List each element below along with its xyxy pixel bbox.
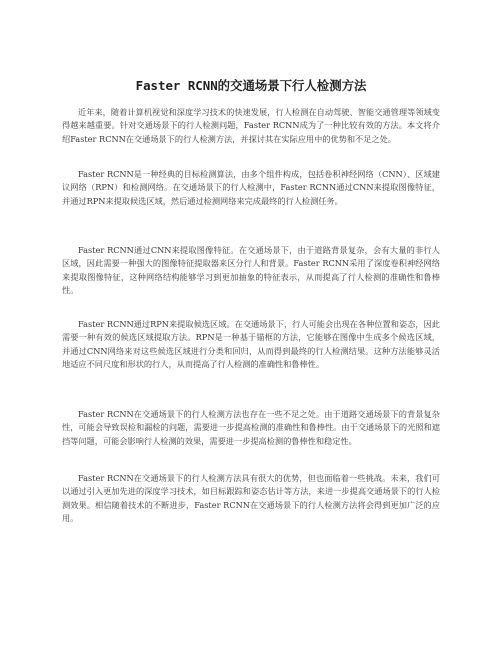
paragraph-rpn-proposals: Faster RCNN通过RPN来提取候选区域。在交通场景下，行人可能会出现在各种位置和姿态，因此需要一种有效的候选区域提取方法。RPN是一种基于锚框的方法，它能够在图像中生成多个候选区域，并通过CNN网络来对这些候选区域进行分类和回归，从而得到最终的行人检测结果。这种方法能够灵活地适应不同尺度和形状的行人，从而提高了行人检测的准确性和鲁棒性。	[62, 319, 440, 370]
paragraph-architecture: Faster RCNN是一种经典的目标检测算法，由多个组件构成，包括卷积神经网络（CNN）、区域建议网络（RPN）和检测网络。在交通场景下的行人检测中，Faster RCNN通过CNN来提取图像特征，并通过RPN来提取候选区域，然后通过检测网络来完成最终的行人检测任务。	[62, 169, 440, 206]
paragraph-introduction: 近年来，随着计算机视觉和深度学习技术的快速发展，行人检测在自动驾驶、智能交通管理等领域变得越来越重要。针对交通场景下的行人检测问题，Faster RCNN成为了一种比较有效的方法。本文将介绍Faster RCNN在交通场景下的行人检测方法，并探讨其在实际应用中的优势和不足之处。	[62, 107, 440, 144]
paragraph-conclusion: Faster RCNN在交通场景下的行人检测方法具有很大的优势，但也面临着一些挑战。未来，我们可以通过引入更加先进的深度学习技术，如目标跟踪和姿态估计等方法，来进一步提高交通场景下的行人检测效果。相信随着技术的不断进步，Faster RCNN在交通场景下的行人检测方法将会得到更加广泛的应用。	[62, 473, 440, 524]
paragraph-cnn-features: Faster RCNN通过CNN来提取图像特征。在交通场景下，由于道路背景复杂，会有大量的非行人区域，因此需要一种强大的图像特征提取器来区分行人和背景。Faster RCNN采用了深度卷积神经网络来提取图像特征，这种网络结构能够学习到更加抽象的特征表示，从而提高了行人检测的准确性和鲁棒性。	[62, 245, 440, 296]
paragraph-limitations: Faster RCNN在交通场景下的行人检测方法也存在一些不足之处。由于道路交通场景下的背景复杂性，可能会导致误检和漏检的问题，需要进一步提高检测的准确性和鲁棒性。由于交通场景下的光照和遮挡等问题，可能会影响行人检测的效果，需要进一步提高检测的鲁棒性和稳定性。	[62, 409, 440, 446]
document-title: Faster RCNN的交通场景下行人检测方法	[135, 78, 367, 93]
